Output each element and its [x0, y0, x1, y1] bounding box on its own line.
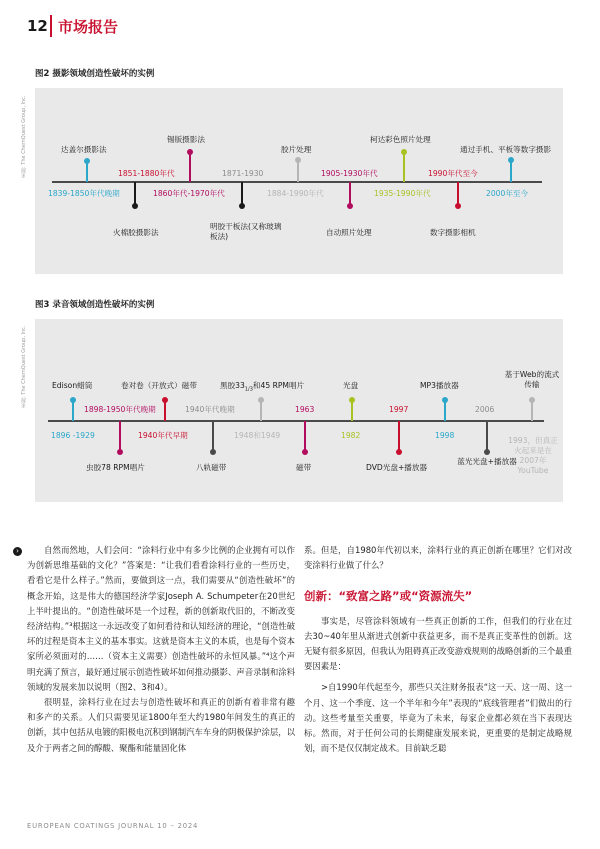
fig3-event-label: 虫胶78 RPM唱片: [86, 463, 145, 472]
article-right-column: [304, 543, 572, 756]
fig3-dot: [442, 397, 448, 403]
fig3-event-period: 1998: [435, 431, 455, 440]
fig2-stem: [86, 162, 88, 182]
fig2-event-period: 1935-1990年代: [374, 189, 431, 198]
paragraph: >自1990年代起至今，那些只关注财务报表“这一天、这一周、这一个月、这一个季度、这一个半年和今年”表现的“底线管理者”们做出的行动。这些考量至关重要，毕竟为了未来，每家企业都必须在当下表现达标。然而，对于任何公司的长期健康发展来说，更重要的是制定战略规划，而不是仅仅制定战术。目前缺乏聪: [304, 682, 572, 754]
fig3-event-period: 2006: [475, 405, 495, 414]
fig3-event-label: 基于Web的流式传输: [504, 370, 560, 389]
fig2-event-period: 1905-1930年代: [321, 169, 378, 178]
fig2-dot: [455, 203, 461, 209]
fig2-event-label: 胶片处理: [281, 145, 312, 154]
fig2-event-period: 2000年至今: [486, 189, 529, 198]
fig3-dot: [302, 449, 308, 455]
fig3-stem: [351, 400, 353, 421]
fig3-event-label: 卷对卷（开放式）磁带: [121, 381, 197, 390]
fig2-event-period: 1860年代-1970年代: [153, 189, 225, 198]
fig3-stem: [531, 400, 533, 421]
fig2-dot: [187, 149, 193, 155]
figure3-title: 图3 录音领域创造性破坏的实例: [35, 300, 155, 310]
fig3-event-period: 1940年代晚期: [185, 405, 235, 414]
fig3-dot: [162, 397, 168, 403]
fig2-stem: [510, 160, 512, 182]
fig2-dot: [508, 157, 514, 163]
fig2-dot: [295, 157, 301, 163]
fig2-dot: [84, 158, 90, 164]
fig3-event-period: 1997: [389, 405, 409, 414]
fig3-stem: [486, 421, 488, 451]
fig2-dot: [239, 203, 245, 209]
fig2-event-label: 自动照片处理: [326, 228, 372, 237]
fig3-event-label: DVD光盘+播放器: [366, 463, 428, 472]
fig2-stem: [297, 160, 299, 182]
fig2-dot: [401, 149, 407, 155]
fig2-event-label: 数字摄影相机: [430, 228, 476, 237]
fig3-event-period: 1948和1949: [234, 431, 281, 440]
fig2-event-period: 1839-1850年代晚期: [48, 189, 120, 198]
figure2-source: 来源: The ChemQuest Group, Inc.: [21, 95, 27, 178]
fig3-stem: [444, 400, 446, 421]
fig2-event-period: 1871-1930: [222, 169, 264, 178]
fig3-event-period: 1940年代早期: [138, 431, 188, 440]
fig3-event-period: 1963: [295, 405, 315, 414]
fig3-event-label: 蓝光光盘+播放器: [457, 457, 517, 466]
figure2-title: 图2 摄影领域创造性破坏的实例: [35, 69, 155, 79]
paragraph: 很明显，涂料行业在过去与创造性破坏和真正的创新有着非常有趣和多产的关系。人们只需要见证1800年至大约1980年间发生的真正的创新，其中包括从电镀的阳极电沉积到钢制汽车车身的阴极保护涂层，以及介于两者之间的醇酸、聚酯和能量固化体: [27, 697, 295, 753]
fig3-stem: [398, 421, 400, 451]
fig2-event-label: 锡版摄影法: [167, 135, 205, 144]
fig2-event-period: 1884-1990年代: [267, 189, 324, 198]
fig3-stem: [119, 421, 121, 451]
fig2-stem: [403, 152, 405, 182]
fig2-stem: [457, 182, 459, 204]
fig3-event-label: 黑胶$33_{1/3}$和45 RPM唱片: [220, 381, 305, 393]
fig3-dot: [70, 397, 76, 403]
fig3-event-period: 1993，但真正火起来是在2007年YouTube: [508, 436, 558, 475]
figure3-timeline-axis: [48, 420, 544, 422]
fig2-event-label: 火棉胶摄影法: [113, 228, 159, 237]
fig3-dot: [484, 449, 490, 455]
fig2-event-label: 柯达彩色照片处理: [370, 135, 431, 144]
fig3-dot: [349, 397, 355, 403]
fig2-stem: [241, 182, 243, 204]
article-left-column: [27, 543, 295, 756]
fig3-stem: [164, 400, 166, 421]
fig2-stem: [349, 182, 351, 204]
fig3-stem: [260, 400, 262, 421]
fig3-stem: [72, 400, 74, 421]
journal-footer: EUROPEAN COATINGS JOURNAL 10 – 2024: [27, 822, 199, 830]
fig3-dot: [117, 449, 123, 455]
fig2-dot: [347, 203, 353, 209]
fig2-event-label: 通过手机、平板等数字摄影: [460, 145, 552, 154]
fig3-dot: [529, 397, 535, 403]
fig3-event-period: 1896 -1929: [51, 431, 95, 440]
continue-arrow-icon: ›: [13, 547, 22, 556]
fig3-event-label: 磁带: [296, 463, 312, 472]
page-number: 12: [27, 17, 48, 35]
fig3-stem: [212, 421, 214, 451]
fig2-event-label: 达盖尔摄影法: [61, 145, 107, 154]
fig3-event-label: 光盘: [343, 381, 359, 390]
fig3-stem: [304, 421, 306, 451]
paragraph: 自然而然地，人们会问：“涂料行业中有多少比例的企业拥有可以作为创新思维基础的文化？”答案是：“让我们看看涂料行业的一些历史，看看它是什么样子。”然而，要做到这一点，我们需要从“创造性破坏”的概念开始，这是伟大的德国经济学家Joseph A. Schumpeter在20世纪上半叶提出的。“创造性破坏是一个过程，新的创新取代旧的，不断改变经济结构。”³根据这一永远改变了如何看待和认知经济的理论，“创造性破坏的过程是资本主义的基本事实。这就是资本主义的本质，也是每个资本家所必须面对的……（资本主义需要）创造性破坏的永恒风暴。”⁴这个声明充满了预言，最好通过展示创造性破坏如何推动摄影、声音录制和涂料领域的发展来加以说明（图2、3和4）。: [27, 545, 295, 692]
paragraph: 事实是，尽管涂料领域有一些真正创新的工作，但我们的行业在过去30~40年里从渐进式创新中获益更多，而不是真正变革性的创新。这无疑有很多原因，但我认为阻碍真正改变游戏规则的战略创新的三个最重要因素是：: [304, 615, 572, 672]
fig2-event-period: 1851-1880年代: [118, 169, 175, 178]
fig2-stem: [189, 152, 191, 182]
section-heading: 创新：“致富之路”或“资源流失”: [304, 589, 473, 604]
paragraph: 系。但是，自1980年代初以来，涂料行业的真正创新在哪里？它们对改变涂料行业做了什么？: [304, 545, 572, 571]
fig3-event-label: Edison蜡筒: [52, 381, 93, 390]
fig3-event-label: 八轨磁带: [196, 463, 227, 472]
fig2-event-period: 1990年代至今: [428, 169, 478, 178]
header-divider: [50, 15, 52, 37]
fig3-event-period: 1898-1950年代晚期: [84, 405, 156, 414]
section-title: 市场报告: [58, 18, 119, 36]
fig3-event-period: 1982: [341, 431, 361, 440]
fig3-dot: [396, 449, 402, 455]
fig3-dot: [258, 397, 264, 403]
fig3-dot: [210, 449, 216, 455]
fig3-event-label: MP3播放器: [420, 381, 459, 390]
fig2-event-label: 明胶干板法(又称玻璃板法): [210, 222, 282, 241]
fig2-stem: [134, 182, 136, 204]
figure3-source: 来源: The ChemQuest Group, Inc.: [21, 325, 27, 408]
fig2-dot: [132, 203, 138, 209]
